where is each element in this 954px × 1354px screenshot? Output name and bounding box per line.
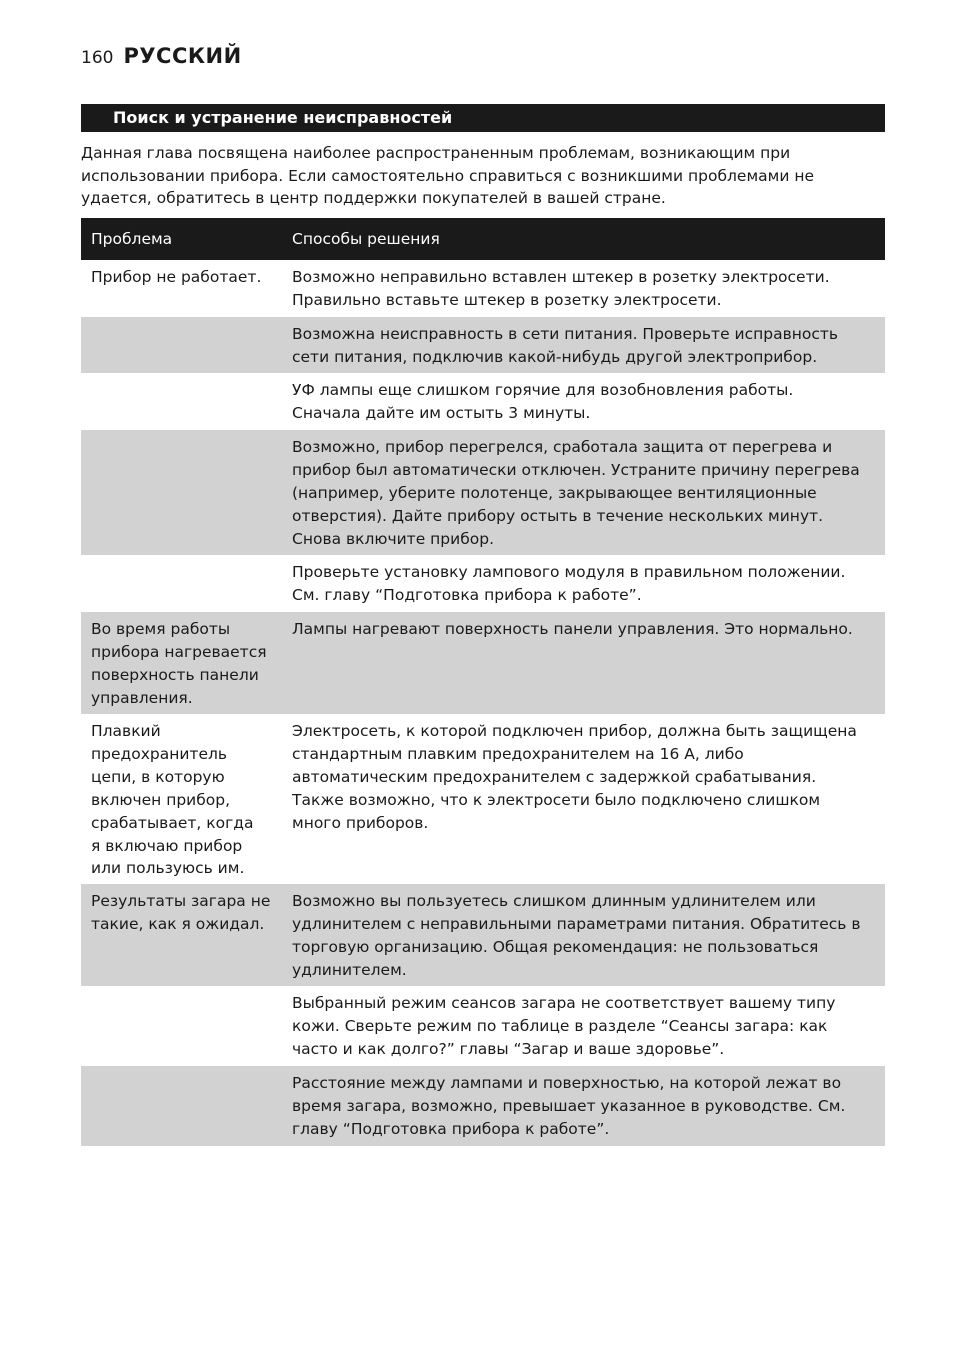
problem-cell (81, 317, 292, 373)
solution-cell: Электросеть, к которой подключен прибор, должна быть защищена стандартным плавким предохранителем на 16 А, либо автоматическим предохранителем с задержкой срабатывания. Также возможно, что к электросети было подключено слишком много приборов. (292, 722, 857, 832)
problem-cell (81, 430, 292, 555)
page-number: 160 (81, 48, 114, 68)
solution-cell: Проверьте установку лампового модуля в правильном положении. См. главу “Подготовка прибора к работе”. (292, 563, 846, 604)
solution-cell: Возможно неправильно вставлен штекер в розетку электросети. Правильно вставьте штекер в розетку электросети. (292, 268, 830, 309)
table-row (81, 884, 885, 986)
problem-cell: Плавкий предохранитель цепи, в которую включен прибор, срабатывает, когда я включаю прибор или пользуюсь им. (91, 722, 254, 878)
problem-cell: Результаты загара не такие, как я ожидал. (91, 892, 271, 933)
solution-cell: Лампы нагревают поверхность панели управления. Это нормально. (292, 620, 853, 638)
table-row (81, 1066, 885, 1146)
solution-cell: Возможно вы пользуетесь слишком длинным удлинителем или удлинителем с неправильными параметрами питания. Обратитесь в торговую организацию. Общая рекомендация: не пользоваться удлинителем. (292, 892, 861, 979)
problem-cell (81, 986, 292, 1066)
section-title: Поиск и устранение неисправностей (81, 104, 885, 132)
table-row (81, 555, 885, 612)
table-row (81, 260, 885, 317)
intro-paragraph: Данная глава посвящена наиболее распространенным проблемам, возникающим при использовании прибора. Если самостоятельно справиться с возникшими проблемами не удается, обратитесь в центр поддержки покупателей в вашей стране. (81, 144, 815, 207)
table-row (81, 430, 885, 555)
solution-cell: Выбранный режим сеансов загара не соответствует вашему типу кожи. Сверьте режим по таблице в разделе “Сеансы загара: как часто и как долго?” главы “Загар и ваше здоровье”. (292, 994, 836, 1058)
table-row (81, 714, 885, 884)
problem-cell (81, 373, 292, 430)
table-row (81, 612, 885, 714)
solution-cell: УФ лампы еще слишком горячие для возобновления работы. Сначала дайте им остыть 3 минуты. (292, 381, 794, 422)
column-header-solution: Способы решения (292, 230, 440, 248)
problem-cell: Во время работы прибора нагревается поверхность панели управления. (91, 620, 267, 707)
solution-cell: Возможна неисправность в сети питания. Проверьте исправность сети питания, подключив какой-нибудь другой электроприбор. (292, 325, 839, 366)
table-row (81, 986, 885, 1066)
language-title: РУССКИЙ (123, 44, 242, 68)
troubleshooting-table (81, 218, 885, 1146)
problem-cell (81, 1066, 292, 1146)
page-header (81, 44, 242, 68)
solution-cell: Расстояние между лампами и поверхностью, на которой лежат во время загара, возможно, превышает указанное в руководстве. См. главу “Подготовка прибора к работе”. (292, 1074, 846, 1138)
table-header (81, 218, 885, 260)
table-row (81, 317, 885, 373)
table-row (81, 373, 885, 430)
problem-cell (81, 555, 292, 612)
column-header-problem: Проблема (91, 230, 173, 248)
problem-cell: Прибор не работает. (91, 268, 262, 286)
solution-cell: Возможно, прибор перегрелся, сработала защита от перегрева и прибор был автоматически отключен. Устраните причину перегрева (например, уберите полотенце, закрывающее вентиляционные отверстия). Дайте прибору остыть в течение нескольких минут. Снова включите прибор. (292, 438, 860, 548)
